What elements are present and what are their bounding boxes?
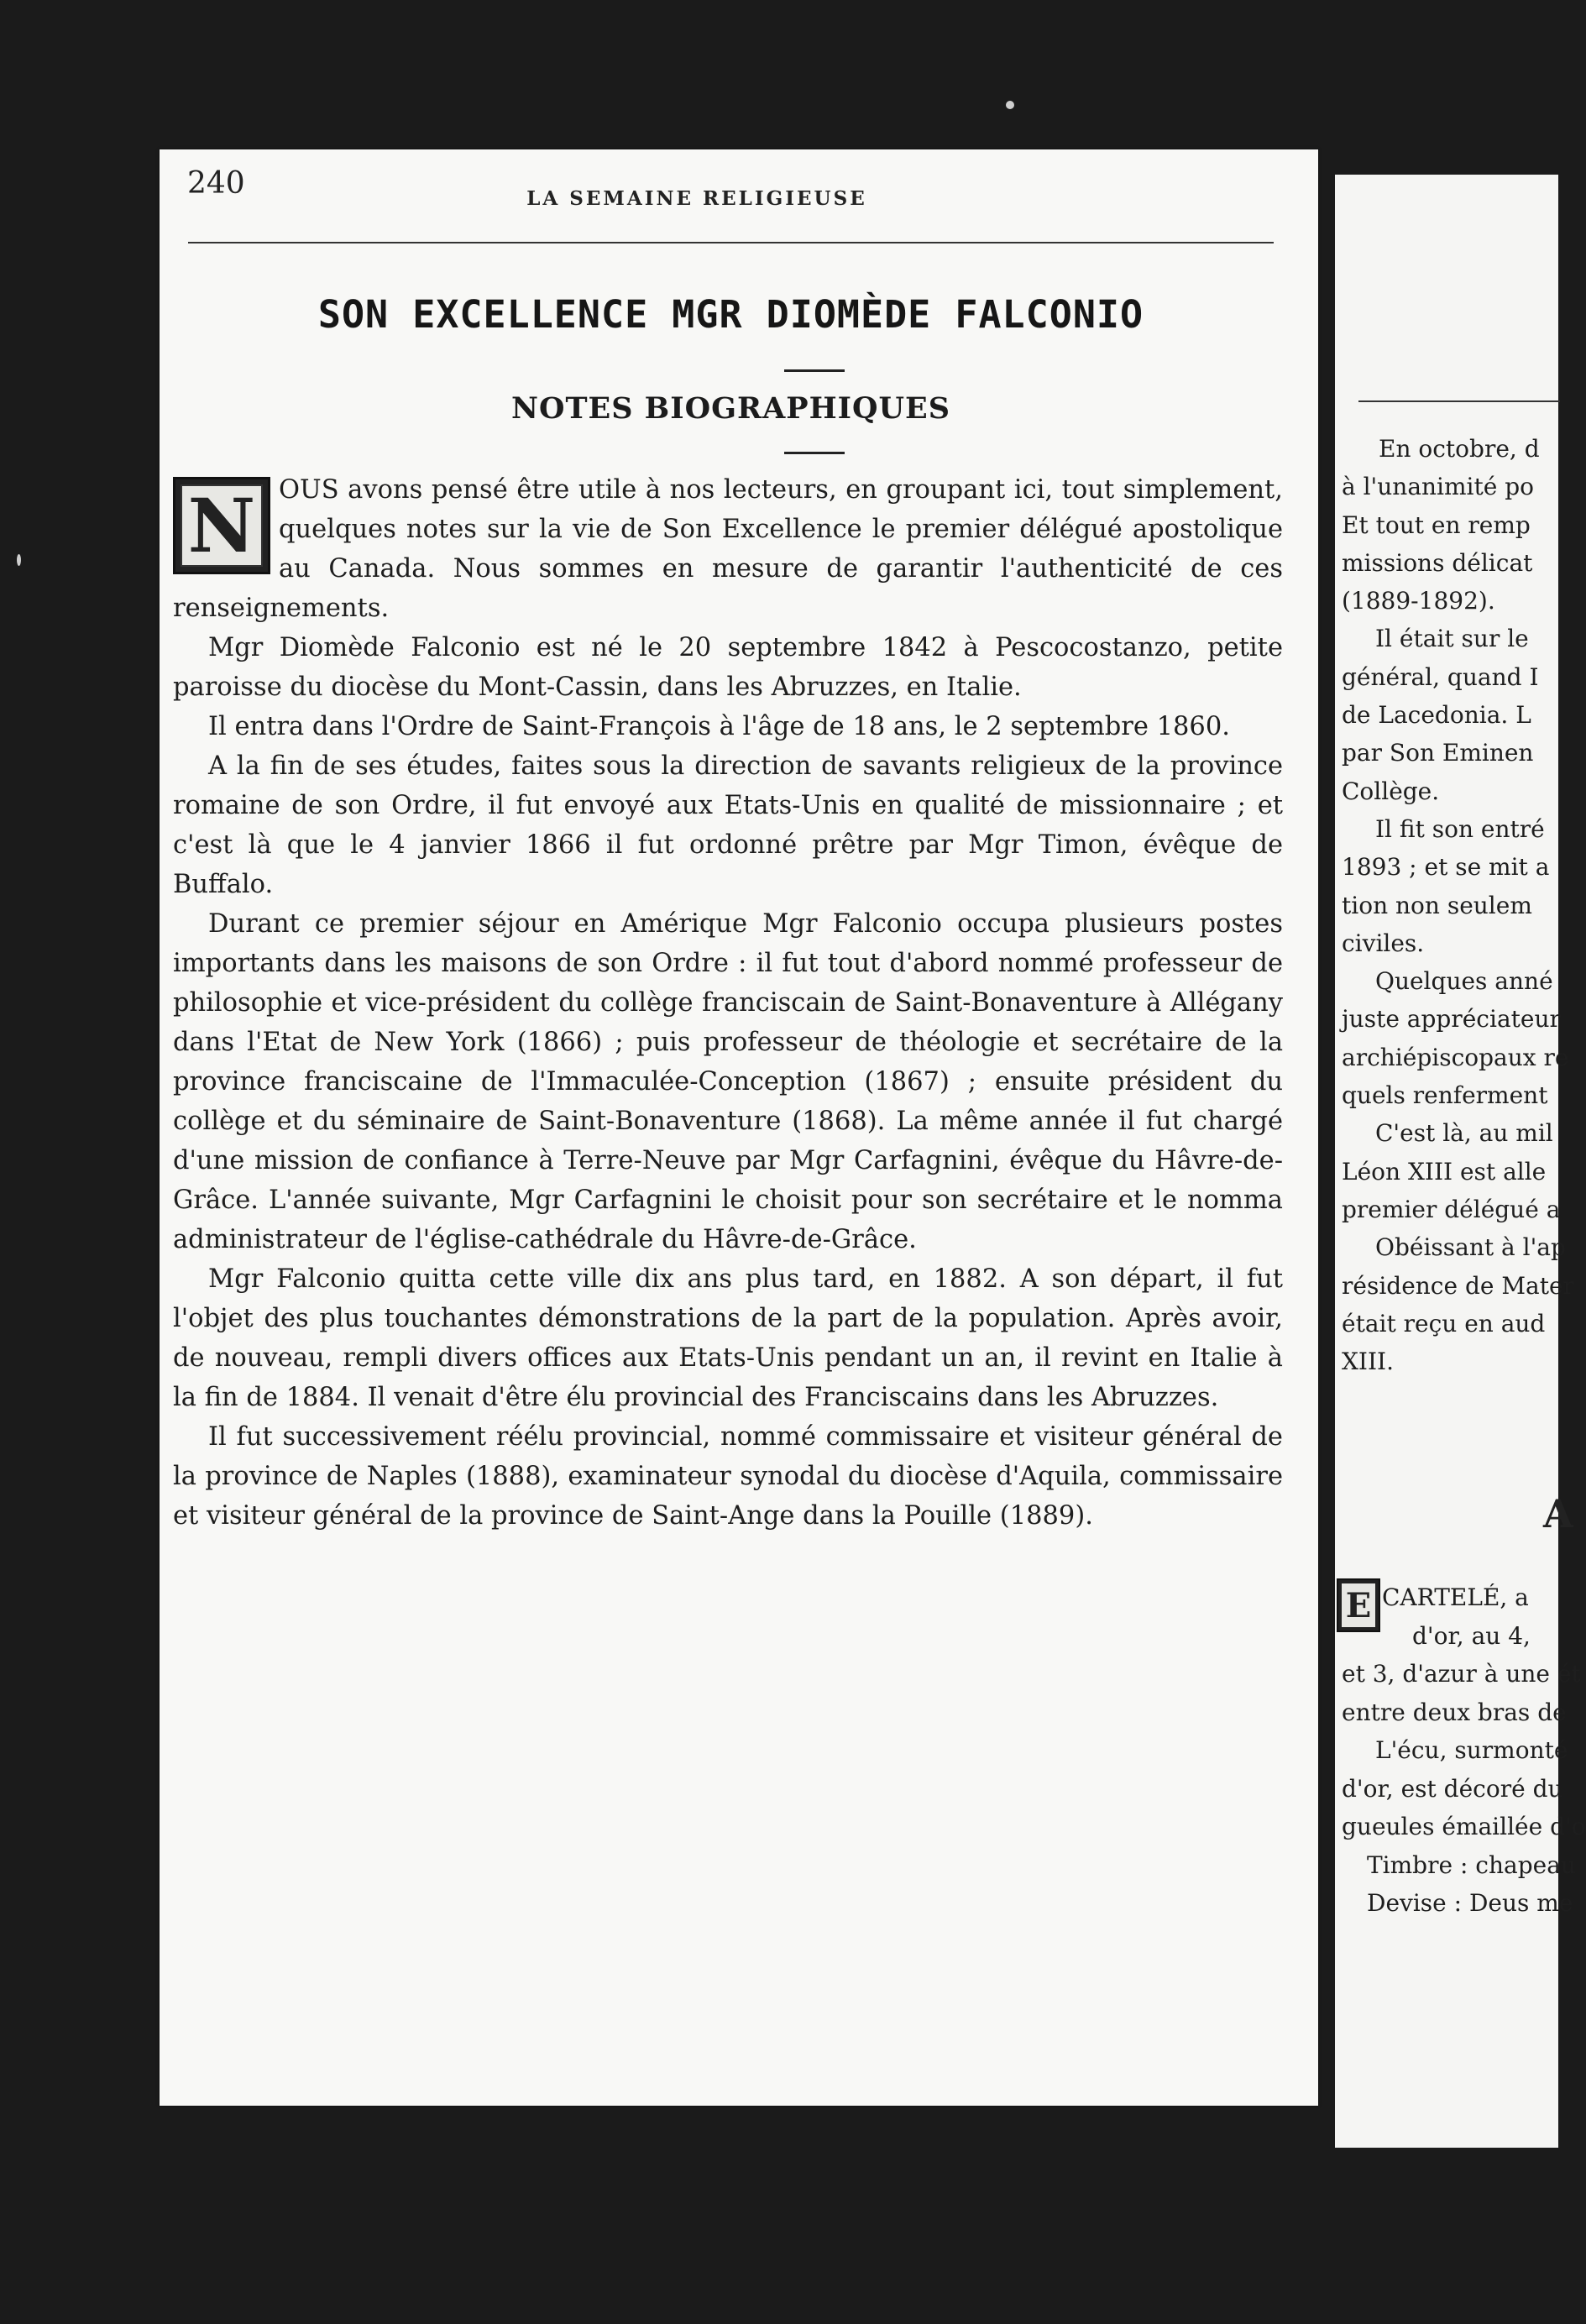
article-subtitle: NOTES BIOGRAPHIQUES xyxy=(511,391,950,426)
right-line: entre deux bras de xyxy=(1342,1698,1567,1726)
right-line: de Lacedonia. L xyxy=(1342,701,1531,730)
right-page-text-top xyxy=(1342,430,1574,1380)
right-line: gueules émaillée d'o xyxy=(1342,1813,1586,1840)
right-line: d'or, au 4, xyxy=(1412,1621,1531,1650)
running-head: LA SEMAINE RELIGIEUSE xyxy=(526,187,867,210)
right-line: était reçu en aud xyxy=(1342,1309,1546,1337)
right-line: à l'unanimité po xyxy=(1342,473,1535,501)
right-line: et 3, d'azur à une ét xyxy=(1342,1660,1581,1688)
paragraph: A la fin de ses études, faites sous la direction de savants religieux de la province romaine de son Ordre, il fut envoyé aux Etats-Unis en qualité de missionnaire ; et c'est là que le 4 janvier 1866 il fut ordonné prêtre par Mgr Timon, évêque de Buffalo. xyxy=(173,751,1283,899)
paragraph: Il fut successivement réélu provincial, nommé commissaire et visiteur général de la province de Naples (1888), examinateur synodal du diocèse d'Aquila, commissaire et visiteur général de la province de Saint-Ange dans la Pouille (1889). xyxy=(173,1422,1283,1531)
paragraph: Mgr Falconio quitta cette ville dix ans plus tard, en 1882. A son départ, il fut l'objet des plus touchantes démonstrations de la part de la population. Après avoir, de nouveau, rempli divers offices aux Etats-Unis pendant un an, il revint en Italie à la fin de 1884. Il venait d'être élu provincial des Franciscains dans les Abruzzes. xyxy=(173,1264,1283,1412)
right-line: CARTELÉ, a xyxy=(1382,1583,1529,1611)
article-body xyxy=(173,470,1283,1536)
right-line: d'or, est décoré du xyxy=(1342,1774,1563,1803)
subtitle-divider xyxy=(784,452,845,454)
paragraph: Durant ce premier séjour en Amérique Mgr Falconio occupa plusieurs postes importants dans les maisons de son Ordre : il fut tout d'abord nommé professeur de philosophie et vice-président du collège franciscain de Saint-Bonaventure à Allégany dans l'Etat de New York (1866) ; puis professeur de théologie et secrétaire de la province franciscaine de l'Immaculée-Conception (1867) ; ensuite président du collège et du séminaire de Saint-Bonaventure (1868). La même année il fut chargé d'une mission de confiance à Terre-Neuve par Mgr Carfagnini, évêque du Hâvre-de-Grâce. L'année suivante, Mgr Carfagnini le choisit pour son secrétaire et le nomma administrateur de l'église-cathédrale du Hâvre-de-Grâce. xyxy=(173,909,1283,1254)
right-line: par Son Eminen xyxy=(1342,739,1534,767)
paragraph: Mgr Diomède Falconio est né le 20 septembre 1842 à Pescocostanzo, petite paroisse du diocèse du Mont-Cassin, dans les Abruzzes, en Italie. xyxy=(173,633,1283,702)
right-line: 1893 ; et se mit a xyxy=(1342,853,1550,882)
right-line: Quelques anné xyxy=(1375,967,1553,996)
right-line: juste appréciateur xyxy=(1342,1005,1561,1034)
right-page-text-bottom xyxy=(1342,1578,1586,1923)
right-line: En octobre, d xyxy=(1379,435,1540,463)
right-line: civiles. xyxy=(1342,929,1425,957)
right-line: Et tout en remp xyxy=(1342,510,1531,539)
right-section-heading: A xyxy=(1543,1491,1573,1536)
title-divider xyxy=(784,369,845,372)
right-line: C'est là, au mil xyxy=(1375,1119,1553,1148)
right-line: archiépiscopaux re xyxy=(1342,1043,1569,1071)
film-speck xyxy=(17,554,21,566)
drop-cap-n xyxy=(173,477,270,574)
right-line: L'écu, surmonté xyxy=(1375,1736,1568,1764)
right-line: Timbre : chapeau xyxy=(1367,1850,1576,1879)
right-line: général, quand I xyxy=(1342,662,1539,691)
right-line: tion non seulem xyxy=(1342,891,1532,919)
right-line: XIII. xyxy=(1342,1348,1395,1376)
drop-cap-letter: E xyxy=(1342,1583,1375,1627)
right-line: Il fit son entré xyxy=(1375,814,1545,843)
right-line: quels renferment xyxy=(1342,1081,1548,1110)
right-line: résidence de Mater xyxy=(1342,1271,1574,1300)
paragraph: Il entra dans l'Ordre de Saint-François à l'âge de 18 ans, le 2 septembre 1860. xyxy=(208,712,1230,741)
page-number: 240 xyxy=(187,166,245,201)
paragraph: OUS avons pensé être utile à nos lecteurs, en groupant ici, tout simplement, quelques notes sur la vie de Son Excellence le premier délégué apostolique au Canada. Nous sommes en mesure de garantir l'authenticité de ces renseignements. xyxy=(173,475,1283,623)
right-line: Il était sur le xyxy=(1375,625,1529,653)
right-line: Obéissant à l'ap xyxy=(1375,1233,1566,1262)
right-header-rule xyxy=(1358,400,1560,402)
film-speck xyxy=(1006,101,1014,109)
drop-cap-letter: N xyxy=(181,484,263,567)
right-line: Devise : Deus me xyxy=(1367,1889,1573,1917)
right-line: Léon XIII est alle xyxy=(1342,1157,1547,1186)
right-line: Collège. xyxy=(1342,777,1440,805)
header-rule xyxy=(188,242,1274,243)
article-title: SON EXCELLENCE MGR DIOMÈDE FALCONIO xyxy=(317,292,1144,337)
right-line: (1889-1892). xyxy=(1342,587,1495,615)
right-line: premier délégué a xyxy=(1342,1195,1561,1223)
right-line: missions délicat xyxy=(1342,548,1533,577)
